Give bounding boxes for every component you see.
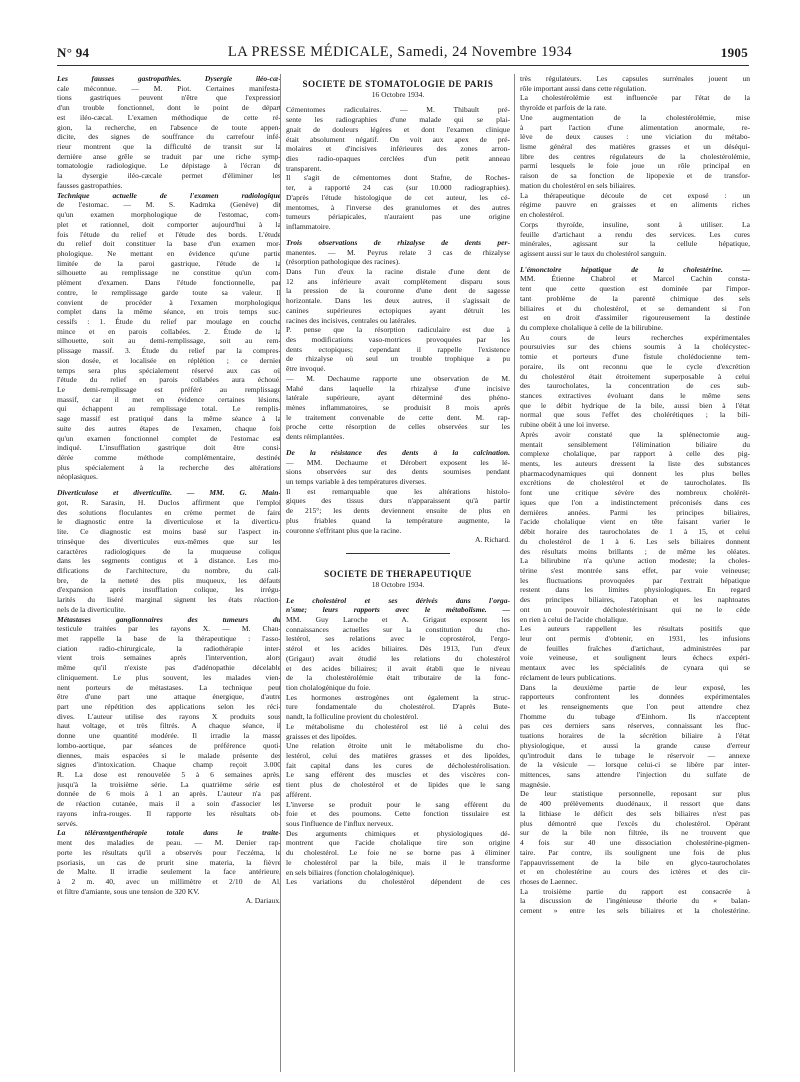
text-line: les fluctuations provoquées par l'extrait hépatique bbox=[520, 575, 750, 585]
text-line: de réaction cutanée, mais il a soin d'associer les bbox=[57, 799, 281, 809]
text-line: fausses gastropathies. bbox=[57, 180, 123, 190]
text-line: dies radio-opaques cerclées d'un petit anneau bbox=[286, 154, 510, 164]
text-line: Dans l'un d'eux la racine distale d'une dent de bbox=[286, 266, 510, 276]
header-rule bbox=[57, 65, 749, 66]
text-line: gion, la recherche, en l'absence de toute appen- bbox=[57, 122, 281, 132]
text-line: convient de procéder à l'examen morphologique bbox=[57, 297, 281, 307]
text-line: tions gastriques peuvent n'être que l'expression bbox=[57, 93, 281, 103]
text-line: rubine obéit à une loi inverse. bbox=[520, 420, 610, 430]
text-line: 4 fois sur 40 une dissociation cholestérine-pigmen- bbox=[520, 838, 750, 848]
text-line: De leur statistique personnelle, reposant sur plus bbox=[520, 789, 750, 799]
text-line: Après avoir constaté que la splénectomie aug- bbox=[520, 429, 750, 439]
text-line: poursuivies sur des chiens soumis à la cholécystec- bbox=[520, 342, 750, 352]
text-line: des solutions floculantes en crème permet de faire bbox=[57, 507, 281, 517]
text-line: sage massif est pratiqué dans la même séance à la bbox=[57, 414, 281, 424]
text-line: mènes inflammatoires, se produisit 8 mois après bbox=[286, 403, 510, 412]
text-line: connaissances actuelles sur la constitution du cho- bbox=[286, 624, 510, 634]
text-line: des principes biliaires, l'atophan et les naphtoates bbox=[520, 595, 750, 605]
text-line: — M. Dechaume rapporte une observation de M. bbox=[286, 373, 510, 383]
text-line: le diagnostic entre la diverticulose et la diverticu- bbox=[57, 517, 281, 527]
text-line: tient plus de cholestérol et de lipides que le sang bbox=[286, 780, 510, 790]
text-line: la pression de la couronne d'une dent de sagesse bbox=[286, 286, 510, 296]
text-line: libre des centres régulateurs de la cholestérolémie, bbox=[520, 151, 750, 161]
text-line: plet et rationnel, doit comporter aujourd'hui à la bbox=[57, 219, 281, 229]
text-line: suite des autres étapes de l'examen, chaque fois bbox=[57, 423, 281, 433]
text-line: complet dans la même séance, en trois temps suc- bbox=[57, 307, 281, 317]
text-line: foie et des poumons. Cette fonction tissulaire est bbox=[286, 809, 510, 819]
text-line: fois l'étude du relief et l'étude des bords. L'étude bbox=[57, 229, 281, 239]
text-line: proche cette résorption de celles observées sur les bbox=[286, 422, 510, 432]
page-header bbox=[0, 0, 800, 60]
text-line: tomatologie radiologique. Le dépistage à l'écran de bbox=[57, 161, 281, 171]
text-line: afférent. bbox=[286, 789, 312, 799]
text-line: sions observées sur des dents soumises pendant bbox=[286, 467, 510, 477]
text-line: en rien à celui de l'acide cholalique. bbox=[520, 614, 629, 624]
text-line: 18 Octobre 1934. bbox=[371, 579, 425, 589]
text-line: un temps variable à des températures diverses. bbox=[286, 477, 427, 487]
text-line: cement » entre les sels biliaires et la cholestérine. bbox=[520, 906, 750, 916]
text-line: tumeurs périapicales, n'auraient pas une origine bbox=[286, 212, 510, 222]
text-line: des modifications vaso-motrices provoquées par les bbox=[286, 334, 510, 344]
text-line: normal que sous l'effet des cholérétiques ; la bili- bbox=[520, 410, 750, 420]
text-line: raison de sa fonction de lipopexie et de transfor- bbox=[520, 171, 750, 181]
text-line: stances extractives évoluant dans le même sens bbox=[520, 391, 750, 400]
text-line: dernières années. Parmi les principes biliaires, bbox=[520, 507, 750, 517]
text-line: molaires et d'incisives inférieures des zones arron- bbox=[286, 144, 510, 154]
text-line: — MM. Dechaume et Dérobert exposent les lé- bbox=[286, 457, 510, 467]
text-line: pas ces derniers sans réserves, connaissant les fluc- bbox=[520, 721, 750, 731]
column-divider bbox=[280, 74, 281, 1072]
text-line: jusqu'à la troisième série. La quatrième série est bbox=[57, 779, 281, 789]
text-line: thyroïde et parfois de la rate. bbox=[520, 103, 607, 113]
text-line: de 215°; les dents deviennent ensuite de plus en bbox=[286, 506, 510, 516]
text-line: Une augmentation de la cholestérolémie, mise bbox=[520, 112, 750, 122]
text-line: l'appauvrissement de la bile en glyco-taurocholates bbox=[520, 857, 750, 867]
text-line: diennes, mais espacées si le malade présente des bbox=[57, 750, 281, 760]
text-line: 16 Octobre 1934. bbox=[371, 89, 425, 99]
text-line: La troisième partie du rapport est consacrée à bbox=[520, 886, 750, 896]
text-line: le cholestérol par la bile, mais il le transforme bbox=[286, 857, 510, 867]
text-line: Les variations du cholestérol dépendent de ces bbox=[286, 877, 510, 887]
text-line: ciation radio-chirurgicale, la radiothérapie inter- bbox=[57, 643, 281, 653]
text-line: horizontale. Dans les deux autres, il s'agissait de bbox=[286, 296, 510, 306]
article-heading-line: Les fausses gastropathies. Dysergie iléo-cæ- bbox=[57, 74, 281, 83]
text-line: néoplasiques. bbox=[57, 472, 98, 482]
text-line: de l'estomac. — M. S. Kadrnka (Genève) dit bbox=[57, 200, 281, 210]
text-line: excrétions de cholestérol et de taurocholates. Ils bbox=[520, 478, 750, 488]
text-line: de feuilles fraîches d'artichaut, administrées par bbox=[520, 643, 750, 653]
text-line: R. La dose est renouvelée 5 à 6 semaines après, bbox=[57, 770, 281, 780]
text-line: (Grigaut) avait étudié les relations du cholestérol bbox=[286, 653, 510, 663]
text-line: testicule traitées par les rayons X. — M. Chau- bbox=[57, 624, 281, 634]
text-line: la discussion de l'ingénieuse théorie du « balan- bbox=[520, 896, 750, 906]
text-line: couronne s'effritant plus que la racine. bbox=[286, 525, 402, 535]
text-line: qu'un examen fonctionnel complet de l'estomac est bbox=[57, 433, 281, 443]
text-line: L'inverse se produit pour le sang efférent du bbox=[286, 799, 510, 809]
text-line: stérol et les acides biliaires. Dès 1913, l'un d'eux bbox=[286, 644, 510, 654]
text-line: servés. bbox=[57, 818, 78, 828]
text-line: lombo-aortique, par séances de préférence quoti- bbox=[57, 740, 281, 750]
text-line: la lithiase le déficit des sels biliaires n'est pas bbox=[520, 808, 750, 818]
text-line: cessifs : 1. Étude du relief par moulage en couche bbox=[57, 316, 281, 326]
text-line: MM. Étienne Chabrol et Marcel Cachin consta- bbox=[520, 274, 750, 284]
text-line: régime pauvre en graisses et en aliments riches bbox=[520, 200, 750, 210]
text-line: des taurocholates, la concentration de ces sub- bbox=[520, 381, 750, 391]
text-line: la dysergie iléo-cæcale permet d'éliminer les bbox=[57, 171, 281, 181]
text-line: ont un pouvoir décholestérinisant qui ne le cède bbox=[520, 604, 750, 614]
column-divider bbox=[514, 74, 515, 1072]
text-line: A. Richard. bbox=[474, 535, 510, 545]
text-line: de Malte. Il irradie seulement la face antérieure, bbox=[57, 867, 281, 877]
article-heading-line: Le cholestérol et ses dérivés dans l'orga- bbox=[286, 595, 510, 605]
text-line: D'après l'étude histologique de cet auteur, les cé- bbox=[286, 192, 510, 202]
text-line: être d'une part une attaque énergique, d'autre bbox=[57, 692, 281, 702]
text-line: haut voltage, et très filtrés. A chaque séance, il bbox=[57, 721, 281, 731]
text-line: cale méconnue. — M. Piot. Certaines manifesta- bbox=[57, 83, 281, 93]
text-line: Une relation étroite unit le métabolisme du cho- bbox=[286, 741, 510, 751]
text-line: mentaux avec les spécialités de cynara qui se bbox=[520, 663, 750, 673]
text-line: mittences, sans attendre l'injection du sulfate de bbox=[520, 770, 750, 780]
article-heading-line: La télérœntgenthérapie totale dans le traite- bbox=[57, 828, 281, 838]
page-number-right: 1905 bbox=[720, 45, 748, 60]
text-line: pharmacodynamiques qui donnent les plus belles bbox=[520, 468, 750, 478]
text-line: rayons infra-rouges. Il rapporte les résultats ob- bbox=[57, 808, 281, 818]
text-line: du cholestérol. Le foie ne se borne pas à éliminer bbox=[286, 848, 510, 858]
text-line: ter, a rapporté 24 cas (sur 10.000 radiographies). bbox=[286, 183, 510, 193]
column-right bbox=[520, 74, 750, 1074]
text-line: restent dans les limites physiologiques. En regard bbox=[520, 585, 750, 595]
text-line: rapporteurs confrontent les données expérimentales bbox=[520, 692, 750, 702]
section-title: SOCIÉTÉ DE THÉRAPEUTIQUE bbox=[324, 570, 472, 580]
text-line: être invoqué. bbox=[286, 364, 326, 374]
text-line: voie veineuse, et soulignent leurs échecs expéri- bbox=[520, 653, 750, 663]
text-line: tent que cette question est dominée par l'impor- bbox=[520, 284, 750, 294]
text-line: à part l'action d'une alimentation anormale, re- bbox=[520, 122, 750, 132]
text-line: Le métabolisme du cholestérol est lié à celui des bbox=[286, 721, 510, 731]
text-line: de la vésicule — lorsque celui-ci se libère par inter- bbox=[520, 760, 750, 770]
text-line: sous l'influence de l'influx nerveux. bbox=[286, 819, 394, 829]
text-line: dives. L'auteur utilise des rayons X produits sous bbox=[57, 711, 281, 721]
text-line: Le sang efférent des muscles et des viscères con- bbox=[286, 770, 510, 780]
text-line: 12 ans inférieure avait complètement disparu sous bbox=[286, 276, 510, 286]
text-line: dents réimplantées. bbox=[286, 432, 345, 442]
text-line: tuations horaires de la sécrétion biliaire à l'état bbox=[520, 731, 750, 741]
text-line: vient trois semaines après l'intervention, alors bbox=[57, 653, 281, 663]
column-middle bbox=[286, 74, 510, 1074]
text-line: poraire, ils ont reconnu que le cycle d'excrétion bbox=[520, 361, 750, 371]
text-line: que le débit hydrique de la bile, aussi bien à l'état bbox=[520, 400, 750, 410]
text-line: Il est remarquable que les altérations histolo- bbox=[286, 486, 510, 496]
text-line: physiologique, et aussi la grande cause d'erreur bbox=[520, 740, 750, 750]
text-line: d'expansion après insufflation colique, les irrégu- bbox=[57, 585, 281, 595]
text-line: nandt, la folliculine provient du cholestérol. bbox=[286, 712, 419, 722]
text-line: parmi lesquels le foie joue un rôle principal en bbox=[520, 161, 750, 171]
text-line: canines supérieures ectopiques ayant détruit les bbox=[286, 305, 510, 315]
page-number-left: N° 94 bbox=[57, 45, 90, 60]
text-line: l'étude du relief en parois collabées aura échoué. bbox=[57, 375, 281, 385]
text-line: difications de l'architecture, du nombre, du cali- bbox=[57, 565, 281, 575]
text-line: Au cours de leurs recherches expérimentales bbox=[520, 332, 750, 342]
text-line: lite. Ce diagnostic est moins basé sur l'aspect in- bbox=[57, 527, 281, 537]
text-line: en cholestérol. bbox=[520, 210, 565, 220]
text-line: était absolument négatif. On voit aux apex de pré- bbox=[286, 134, 510, 144]
text-line: d'un trouble fonctionnel, dont le point de départ bbox=[57, 103, 281, 113]
text-line: mince et en parois collabées. 2. Étude de la bbox=[57, 326, 281, 336]
text-line: silhouette, soit au demi-remplissage, soit au rem- bbox=[57, 336, 281, 346]
text-line: tion cholalogénique du foie. bbox=[286, 682, 371, 692]
text-line: plissage massif. 3. Étude du relief par la compres- bbox=[57, 346, 281, 356]
text-line: feuille d'artichaut a rendu des services. Les cures bbox=[520, 229, 750, 239]
text-line: à 2 m. 40, avec un millimètre et 2/10 de Al, bbox=[57, 876, 281, 886]
text-line: MM. Guy Laroche et A. Grigaut exposent les bbox=[286, 614, 510, 624]
text-line: temps sera plus spécialement réservé aux cas où bbox=[57, 365, 281, 375]
text-line: agissent aussi sur le taux du cholestérol sanguin. bbox=[520, 248, 667, 258]
text-line: A. Dariaux. bbox=[245, 896, 281, 906]
text-line: phologique. Ne mettant en évidence qu'une partie bbox=[57, 248, 281, 258]
text-line: très régulateurs. Les capsules surrénales jouent un bbox=[520, 74, 750, 83]
text-line: l'acide cholalique vient en tête faisant varier le bbox=[520, 517, 750, 527]
text-line: tant problème de la parenté chimique des sels bbox=[520, 293, 750, 303]
text-line: rhoses de Laennec. bbox=[520, 876, 578, 886]
text-line: psoriasis, un cas de prurit sine materia, la fièvre bbox=[57, 857, 281, 867]
text-line: ment des maladies de peau. — M. Denier rap- bbox=[57, 838, 281, 848]
text-line: magnésie. bbox=[520, 779, 551, 789]
text-line: dérée comme méthode complémentaire, destinée bbox=[57, 453, 281, 463]
text-line: complexe cholalique, par rapport à celle des pig- bbox=[520, 449, 750, 459]
text-line: réclament de leurs publications. bbox=[520, 672, 616, 682]
text-line: porte les résultats qu'il a observés pour l'eczéma, le bbox=[57, 847, 281, 857]
text-line: ments, les auteurs dressent la liste des substances bbox=[520, 459, 750, 469]
text-line: indiqué. L'insufflation gastrique doit être consi- bbox=[57, 443, 281, 453]
text-line: cliniquement. Le plus souvent, les malades vien- bbox=[57, 672, 281, 682]
journal-title: LA PRESSE MÉDICALE, Samedi, 24 Novembre 1934 bbox=[227, 44, 573, 60]
text-line: tomie et porteurs d'une fistule cholédocienne tem- bbox=[520, 352, 750, 362]
article-heading-line: Technique actuelle de l'examen radiologique bbox=[57, 190, 281, 200]
text-line: latérale supérieure, ayant déterminé des phéno- bbox=[286, 393, 510, 403]
text-line: des résultats moins brillants ; de même les oléates. bbox=[520, 546, 750, 556]
text-line: Mahé dans laquelle la rhizalyse d'une incisive bbox=[286, 383, 510, 393]
text-line: de 400 prélèvements duodénaux, il ressort que dans bbox=[520, 799, 750, 809]
text-line: lisme général des matières grasses et un déséqui- bbox=[520, 142, 750, 152]
text-line: racines des incisives, centrales ou latérales. bbox=[286, 315, 417, 325]
text-line: plus spécialement à la recherche des altérations bbox=[57, 462, 281, 472]
text-line: est iléo-cæcal. L'examen méthodique de cette ré- bbox=[57, 112, 281, 122]
text-line: Il s'agit de cémentomes dont Stafne, de Roches- bbox=[286, 173, 510, 183]
article-heading-line: n'sme; leurs rapports avec le métabolisme. — bbox=[286, 605, 510, 615]
text-line: débit horaire des taurocholates de 1 à 15, et celui bbox=[520, 527, 750, 537]
text-line: dans les segments contigus et à distance. Les mo- bbox=[57, 556, 281, 566]
text-line: La cholestérolémie est influencée par l'état de la bbox=[520, 93, 750, 103]
text-line: qu'un examen morphologique de l'estomac, com- bbox=[57, 210, 281, 220]
text-line: mentait sensiblement l'élimination biliaire du bbox=[520, 439, 750, 449]
text-line: plus friables quand la température augmente, la bbox=[286, 515, 510, 525]
text-line: limitée de la paroi gastrique, l'étude de la bbox=[57, 258, 281, 268]
text-line: du relief doit constituer la base d'un examen mor- bbox=[57, 239, 281, 249]
text-line: minérales, agissant sur la cellule hépatique, bbox=[520, 239, 750, 249]
text-line: et filtre d'amiante, sous une tension de 320 KV. bbox=[57, 886, 200, 896]
text-line: en sels biliaires (fonction cholalogénique). bbox=[286, 867, 415, 877]
text-line: biliaires et du cholestérol, et se demandent si l'on bbox=[520, 303, 750, 313]
section-separator bbox=[346, 553, 450, 554]
text-line: et des acides biliaires; il avait établi que le niveau bbox=[286, 663, 510, 673]
text-line: leur ont permis d'obtenir, en 1931, les infusions bbox=[520, 633, 750, 643]
text-line: qui échappent au remplissage total. Le remplis- bbox=[57, 404, 281, 414]
text-line: caractères radiologiques de la muqueuse colique bbox=[57, 546, 281, 556]
text-line: contre, le remplissage garde toute sa valeur. Il bbox=[57, 287, 281, 297]
text-line: Les hormones œstrogènes ont également la struc- bbox=[286, 692, 510, 702]
text-line: font une critique sévère des nombreux cholérét- bbox=[520, 488, 750, 498]
text-line: rôle important aussi dans cette régulation. bbox=[520, 83, 647, 93]
text-line: mentomes, à l'inverse des granulomes et des autres bbox=[286, 202, 510, 212]
text-line: fait capital dans les cures de décholestérolisation. bbox=[286, 760, 510, 770]
text-line: part une répétition des applications selon les réci- bbox=[57, 702, 281, 711]
text-line: massif, car il met en évidence certaines lésions, bbox=[57, 394, 281, 404]
text-line: donnée de 6 mois à 1 an après. L'auteur n'a pas bbox=[57, 789, 281, 799]
article-heading-line: De la résistance des dents à la calcination. bbox=[286, 447, 510, 457]
text-line: (résorption pathologique des racines). bbox=[286, 257, 401, 267]
text-line: rieur montrent que la difficulté de transit sur la bbox=[57, 142, 281, 152]
text-line: graisses et des lipoïdes. bbox=[286, 731, 357, 741]
text-line: lève de deux causes : une viciation du métabo- bbox=[520, 132, 750, 142]
text-line: taire. Par contre, ils soulignent une fois de plus bbox=[520, 847, 750, 857]
article-heading-line: Trois observations de rhizalyse de dents per- bbox=[286, 237, 510, 247]
text-line: du cholestérol de 1 à 6. Les sels biliaires donnent bbox=[520, 536, 750, 546]
text-line: dernière anse grêle se traduit par une riche symp- bbox=[57, 151, 281, 161]
text-line: met rappelle la base de la thérapeutique : l'asso- bbox=[57, 633, 281, 643]
text-line: gnait de douleurs légères et dont l'examen clinique bbox=[286, 124, 510, 134]
text-line: sion dosée, et localisée en réplétion ; ce dernier bbox=[57, 355, 281, 365]
text-line: Dans la deuxième partie de leur exposé, les bbox=[520, 682, 750, 692]
text-line: larités du liséré marginal signent les états réaction- bbox=[57, 595, 281, 605]
text-line: plus démontré que l'excès du cholestérol. Opérant bbox=[520, 818, 750, 828]
text-line: du complexe cholalique à celle de la bilirubine. bbox=[520, 322, 663, 332]
text-line: de rhizalyse où seul un trouble trophique a pu bbox=[286, 354, 510, 364]
text-line: et les renseignements que l'on peut attendre chez bbox=[520, 702, 750, 711]
text-line: dents ectopiques; cependant il rappelle l'existence bbox=[286, 344, 510, 354]
text-line: qu'introduit dans le tubage le réservoir — annexe bbox=[520, 750, 750, 760]
text-line: le traitement convenable de cette dent. M. rap- bbox=[286, 412, 510, 422]
text-line: La thérapeutique découle de cet exposé : un bbox=[520, 190, 750, 200]
column-left bbox=[57, 74, 281, 1074]
article-heading-line: Diverticulose et diverticulite. — MM. G. Main- bbox=[57, 488, 281, 498]
text-line: et en cholestérine au cours des ictères et des cir- bbox=[520, 867, 750, 877]
text-line: de la cholestérolémie était tributaire de la fonc- bbox=[286, 673, 510, 683]
text-line: signes d'intoxication. Chaque champ reçoit 3.000 bbox=[57, 760, 281, 770]
text-line: Les auteurs rappellent les résultats positifs que bbox=[520, 624, 750, 634]
text-line: Cémentomes radiculaires. — M. Thibault pré- bbox=[286, 105, 510, 115]
text-line: Des arguments chimiques et physiologiques dé- bbox=[286, 828, 510, 838]
text-line: même qu'il n'existe pas d'adénopathie décelable bbox=[57, 663, 281, 673]
text-line: lestérol, celui des matières grasses et des lipoïdes, bbox=[286, 751, 510, 760]
text-line: Corps thyroïde, insuline, sont à utiliser. La bbox=[520, 219, 750, 229]
text-line: nels de la diverticulite. bbox=[57, 604, 126, 614]
text-line: sente les radiographies d'une malade qui se plai- bbox=[286, 115, 510, 125]
text-line: ture fondamentale du cholestérol. D'après Bute- bbox=[286, 702, 510, 712]
text-line: silhouette au remplissage ne constitue qu'un com- bbox=[57, 268, 281, 278]
text-line: du cholestérol était étroitement superposable à celui bbox=[520, 371, 750, 381]
text-line: transparent. bbox=[286, 163, 322, 173]
text-line: iques que l'on a indistinctement préconisés dans ces bbox=[520, 497, 750, 507]
text-line: got, R. Sarasin, H. Duclos affirment que l'emploi bbox=[57, 497, 281, 507]
text-line: manentes. — M. Peyrus relate 3 cas de rhizalyse bbox=[286, 247, 510, 257]
text-line: mation du cholestérol en sels biliaires. bbox=[520, 180, 636, 190]
text-line: P. pense que la résorption radiculaire est due à bbox=[286, 325, 510, 335]
text-line: sur de la bile non filtrée, ils ne trouvent que bbox=[520, 828, 750, 838]
section-title: SOCIÉTÉ DE STOMATOLOGIE DE PARIS bbox=[302, 80, 494, 89]
text-line: donne une quantité modérée. Il irradie la masse bbox=[57, 731, 281, 741]
text-line: nent porteurs de métastases. La technique peut bbox=[57, 682, 281, 692]
text-line: inflammatoire. bbox=[286, 222, 331, 232]
text-line: trinsèque des diverticules eux-mêmes que sur les bbox=[57, 536, 281, 546]
text-line: Le demi-remplissage est préféré au remplissage bbox=[57, 385, 281, 394]
text-line: l'homme du tubage d'Einhorn. Ils n'acceptent bbox=[520, 711, 750, 721]
article-heading-line: L'émonctoire hépatique de la cholestérine. — bbox=[520, 264, 750, 274]
text-line: bre, de la netteté des plis muqueux, les défauts bbox=[57, 575, 281, 585]
text-line: La bilirubine n'a qu'une action modeste; la choles- bbox=[520, 556, 750, 566]
article-heading-line: Métastases ganglionnaires des tumeurs du bbox=[57, 614, 281, 624]
text-line: lestérol, ses relations avec le coprostérol, l'ergo- bbox=[286, 634, 510, 644]
text-line: est en droit d'assimiler rigoureusement la destinée bbox=[520, 313, 750, 323]
text-line: giques des tissus durs n'apparaissent qu'à partir bbox=[286, 496, 510, 506]
text-line: montrent que l'acide cholalique tire son origine bbox=[286, 838, 510, 848]
text-line: plément d'examen. Dans l'étude fonctionnelle, par bbox=[57, 278, 281, 288]
text-line: dicite, des signes de souffrance du carrefour infé- bbox=[57, 132, 281, 142]
text-line: térine s'est montrée sans effet, par voie veineuse; bbox=[520, 565, 750, 575]
